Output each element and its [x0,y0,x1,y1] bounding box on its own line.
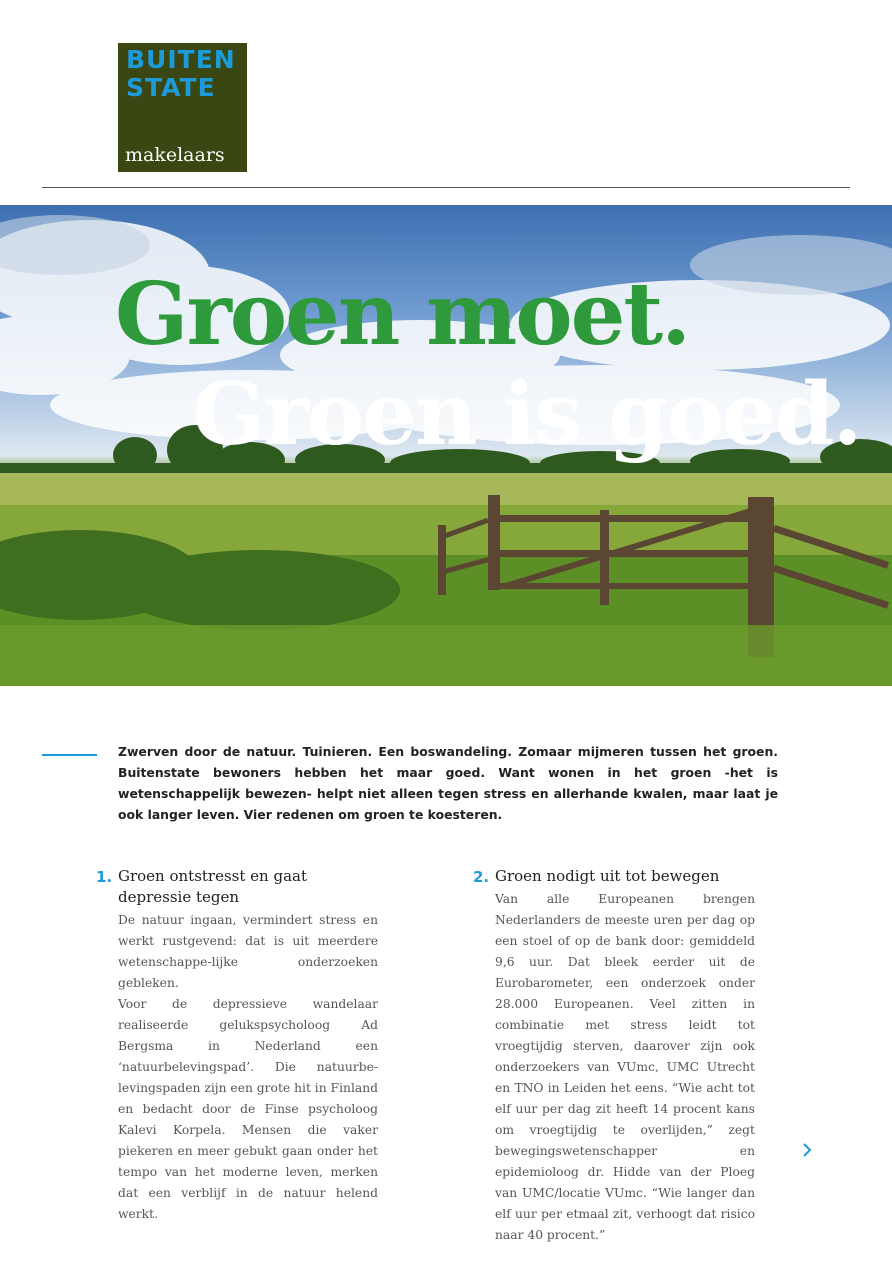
hero-image [0,205,892,686]
intro-accent-line [42,754,97,756]
section-2 [473,866,755,1246]
paragraph: Voor de depressieve wandelaar realiseerde gelukspsycholoog Ad Bergsma in Nederland een ‘natuurbelevingspad’. Die natuurbe-levingspaden zijn een grote hit in Finland en bedacht door de Finse psycholoog Kalevi Korpela. Mensen die vaker piekeren en meer gebukt gaan onder het tempo van het moderne leven, merken dat een verblijf in de natuur helend werkt. [118,997,378,1221]
header-divider [42,187,850,188]
headline-white: Groen is goed. [192,364,861,465]
headline-green: Groen moet. [115,264,690,365]
chevron-right-icon[interactable] [800,1141,814,1159]
logo-line-1: BUITEN [126,45,236,74]
section-body [118,910,378,1225]
brand-logo [118,43,247,172]
intro-paragraph: Zwerven door de natuur. Tuinieren. Een boswandeling. Zomaar mijmeren tussen het groen. Buitenstate bewoners hebben het maar goed. Want wonen in het groen -het is wetenschappelijk bewezen- helpt niet alleen tegen stress en allerhande kwalen, maar laat je ook langer leven. Vier redenen om groen te koesteren. [118,744,778,822]
paragraph: De natuur ingaan, vermindert stress en werkt rustgevend: dat is uit meerdere wetenschappe-lijke onderzoeken gebleken. [118,913,378,990]
section-number: 2. [473,868,490,886]
paragraph: Van alle Europeanen brengen Nederlanders de meeste uren per dag op een stoel of op de bank door: gemiddeld 9,6 uur. Dat bleek eerder uit de Eurobarometer, een onderzoek onder 28.000 Europeanen. Veel zitten in combinatie met stress leidt tot vroegtijdig sterven, daarover zijn ook onderzoekers van VUmc, UMC Utrecht en TNO in Leiden het eens. “Wie acht tot elf uur per dag zit heeft 14 procent kans om vroegtijdig te overlijden,” zegt bewegingswetenschapper en epidemioloog dr. Hidde van der Ploeg van UMC/locatie VUmc. “Wie langer dan elf uur per etmaal zit, verhoogt dat risico naar 40 procent.” [495,892,755,1242]
section-1 [96,866,378,1225]
section-number: 1. [96,868,113,886]
logo-wordmark [126,46,236,102]
section-body [495,889,755,1246]
logo-subtitle: makelaars [125,144,225,166]
logo-line-2: STATE [126,73,216,102]
section-title: Groen ontstresst en gaat depressie tegen [118,867,307,906]
section-title: Groen nodigt uit tot bewegen [495,867,720,885]
